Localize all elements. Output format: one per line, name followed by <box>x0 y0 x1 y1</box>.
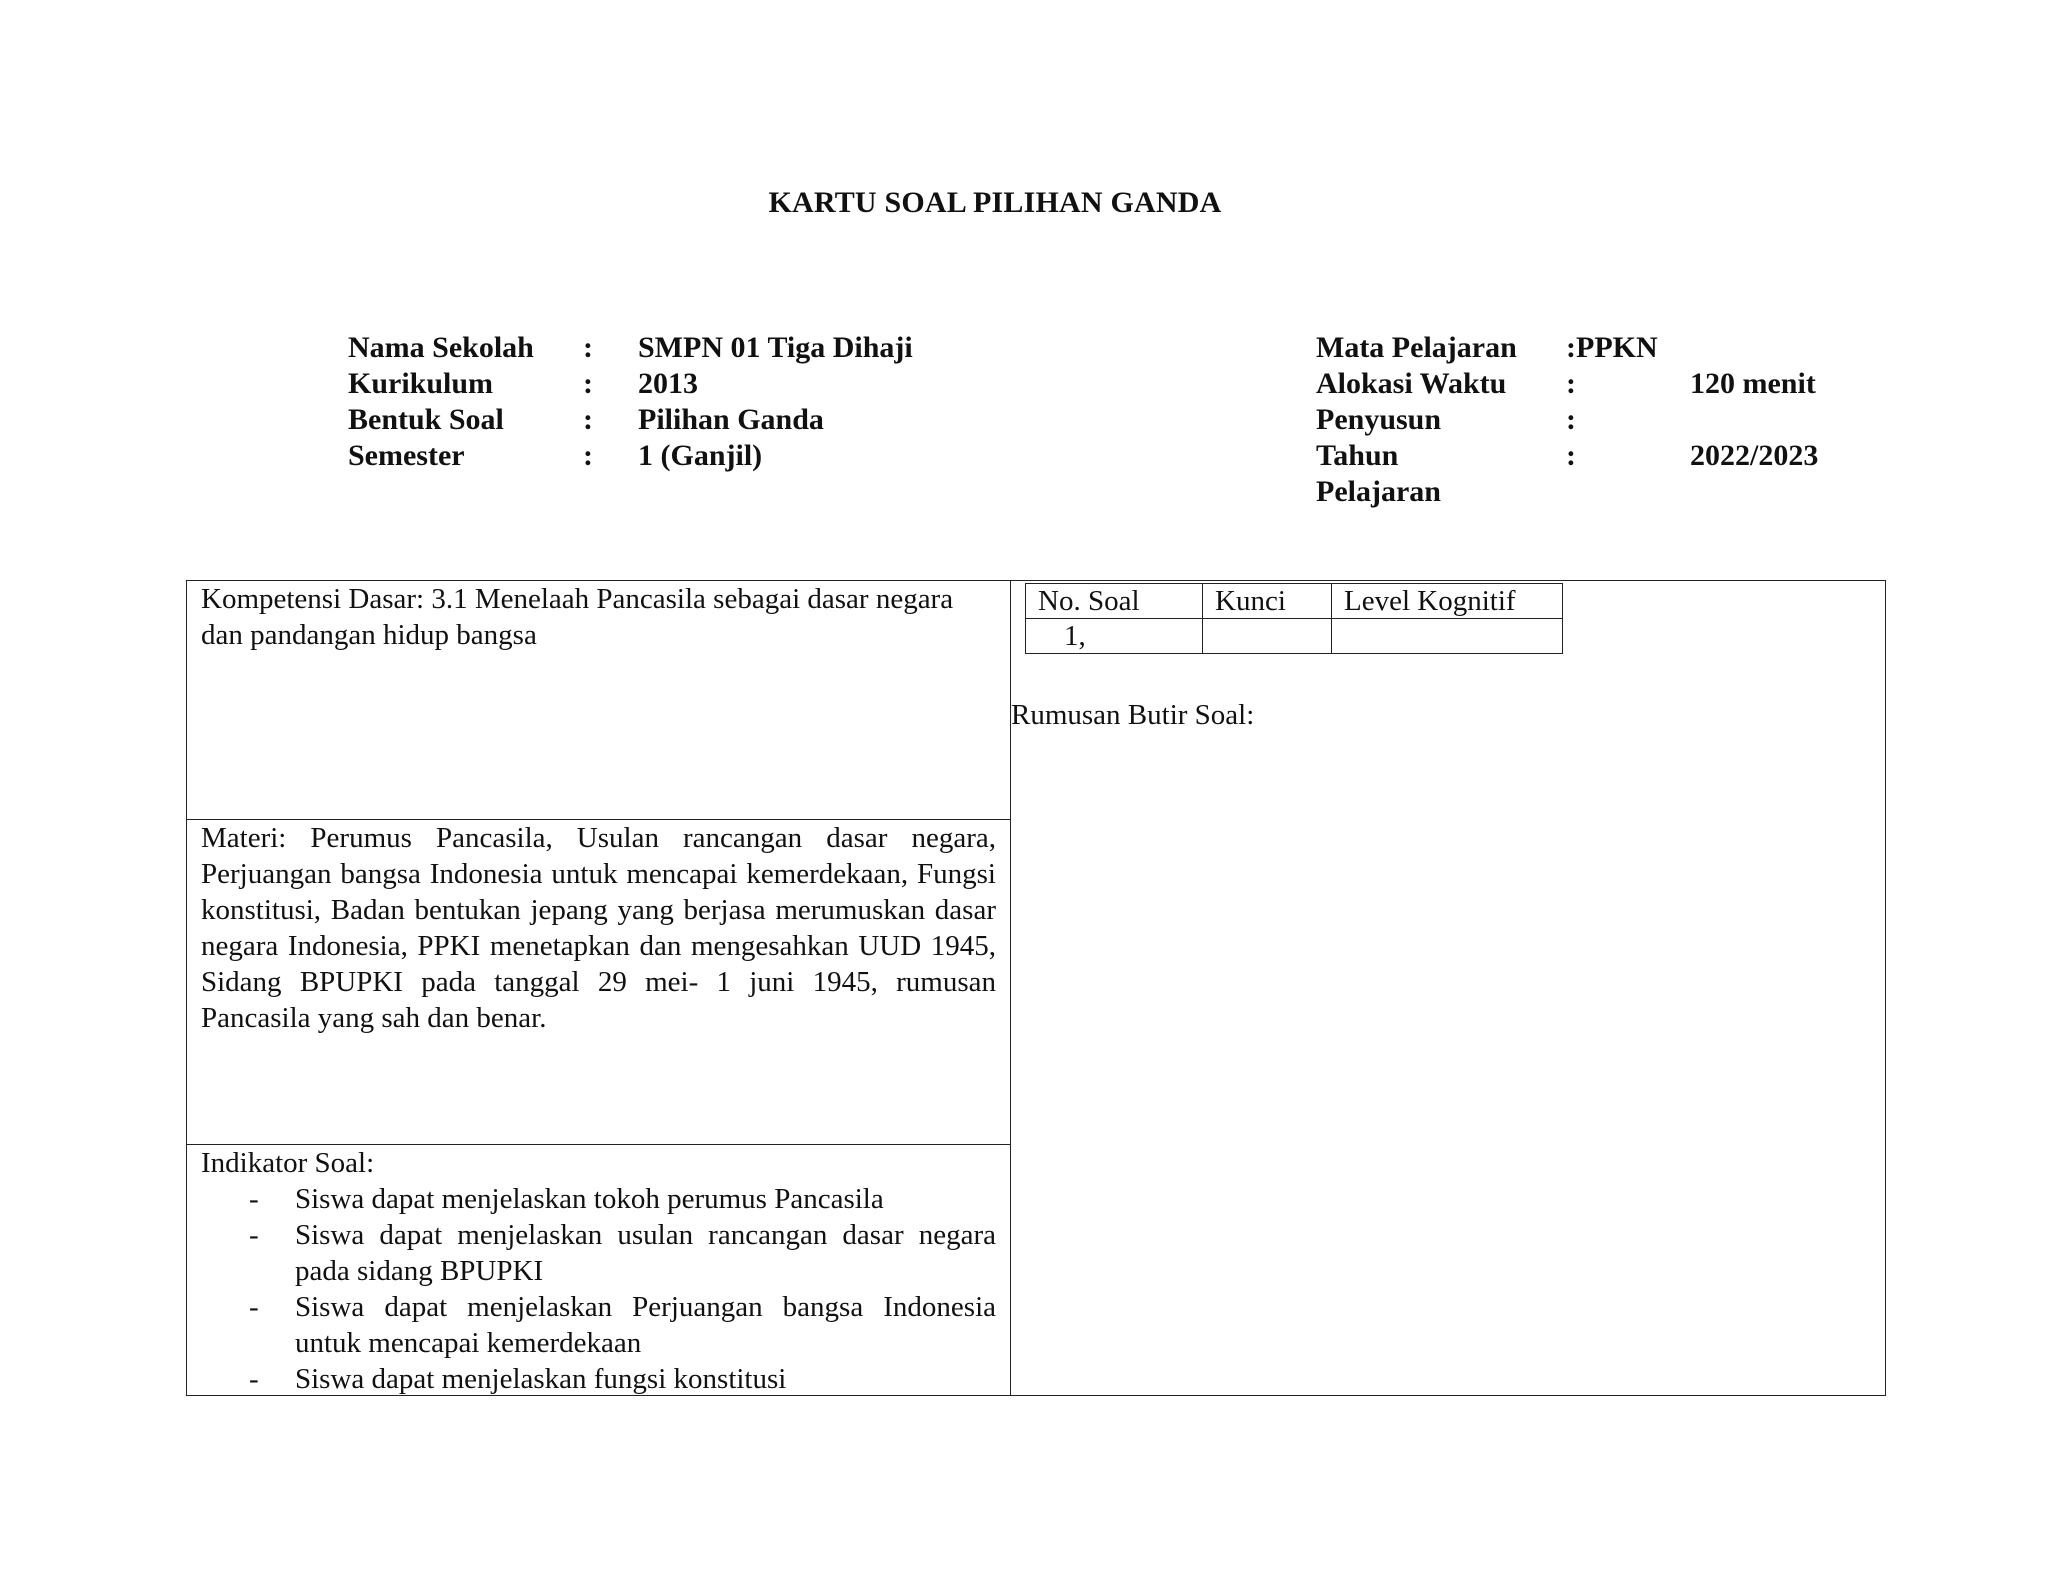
meta-row-penyusun <box>1316 402 1876 438</box>
meta-label: Nama Sekolah <box>348 331 534 364</box>
meta-colon: : <box>1566 403 1576 436</box>
indikator-item-text: Siswa dapat menjelaskan usulan rancangan dasar negara pada sidang BPUPKI <box>295 1219 996 1287</box>
meta-label: Bentuk Soal <box>348 403 504 436</box>
materi-text: Materi: Perumus Pancasila, Usulan rancangan dasar negara, Perjuangan bangsa Indonesia untuk mencapai kemerdekaan, Fungsi konstitusi, Badan bentukan jepang yang berjasa merumuskan dasar negara Indonesia, PPKI menetapkan dan mengesahkan UUD 1945, Sidang BPUPKI pada tanggal 29 mei- 1 juni 1945, rumusan Pancasila yang sah dan benar. <box>201 822 996 1034</box>
cell-kunci <box>1203 619 1332 654</box>
meta-label: Mata Pelajaran <box>1316 331 1517 364</box>
meta-label: Kurikulum <box>348 367 494 400</box>
indikator-list <box>201 1181 996 1397</box>
indikator-item-text: Siswa dapat menjelaskan Perjuangan bangsa Indonesia untuk mencapai kemerdekaan <box>295 1291 996 1359</box>
meta-right <box>1316 330 1876 510</box>
meta-colon: : <box>583 331 593 364</box>
dash-bullet-icon: - <box>249 1363 259 1395</box>
materi-cell <box>187 820 1010 1145</box>
table-header-row <box>1026 584 1563 619</box>
meta-colon: : <box>1566 367 1576 400</box>
kompetensi-dasar-cell <box>187 581 1010 820</box>
meta-row-tahun <box>1316 438 1876 474</box>
meta-label: Semester <box>348 439 465 472</box>
meta-value: SMPN 01 Tiga Dihaji <box>638 331 913 364</box>
meta-label: Alokasi Waktu <box>1316 367 1507 400</box>
header-level-kognitif: Level Kognitif <box>1332 584 1563 619</box>
list-item <box>201 1361 996 1397</box>
question-card-table <box>186 580 1886 1396</box>
indikator-cell <box>187 1145 1010 1397</box>
dash-bullet-icon: - <box>249 1183 259 1215</box>
table-row <box>1026 619 1563 654</box>
header-kunci: Kunci <box>1203 584 1332 619</box>
meta-left <box>348 330 1048 474</box>
meta-row-semester <box>348 438 1048 474</box>
meta-value: 2013 <box>638 367 698 400</box>
meta-value: 120 menit <box>1690 367 1816 400</box>
soal-info-table <box>1025 583 1563 654</box>
document-title: KARTU SOAL PILIHAN GANDA <box>768 186 1222 219</box>
rumusan-butir-soal-label: Rumusan Butir Soal: <box>1011 699 1255 731</box>
meta-colon: : <box>583 367 593 400</box>
indikator-heading: Indikator Soal: <box>201 1147 375 1179</box>
meta-row-kurikulum <box>348 366 1048 402</box>
meta-value: 2022/2023 <box>1690 439 1819 472</box>
indikator-item-text: Siswa dapat menjelaskan tokoh perumus Pancasila <box>295 1183 884 1215</box>
left-column <box>187 581 1011 1395</box>
meta-row-alokasi-waktu <box>1316 366 1876 402</box>
meta-label: Penyusun <box>1316 403 1442 436</box>
meta-colon: :PPKN <box>1566 331 1658 364</box>
meta-value: 1 (Ganjil) <box>638 439 763 472</box>
meta-value: Pilihan Ganda <box>638 403 824 436</box>
cell-level-kognitif <box>1332 619 1563 654</box>
indikator-item-text: Siswa dapat menjelaskan fungsi konstitusi <box>295 1363 787 1395</box>
meta-colon: : <box>583 439 593 472</box>
header-no-soal: No. Soal <box>1026 584 1203 619</box>
list-item <box>201 1217 996 1289</box>
kompetensi-dasar-text: Kompetensi Dasar: 3.1 Menelaah Pancasila sebagai dasar negara dan pandangan hidup bangsa <box>201 583 954 651</box>
dash-bullet-icon: - <box>249 1219 259 1251</box>
meta-label: Tahun <box>1316 439 1399 472</box>
meta-row-pelajaran <box>1316 474 1876 510</box>
meta-colon: : <box>1566 439 1576 472</box>
meta-row-mata-pelajaran <box>1316 330 1876 366</box>
meta-colon: : <box>583 403 593 436</box>
meta-row-bentuk-soal <box>348 402 1048 438</box>
meta-label: Pelajaran <box>1316 475 1441 508</box>
list-item <box>201 1181 996 1217</box>
meta-row-nama-sekolah <box>348 330 1048 366</box>
cell-no-soal: 1, <box>1026 619 1203 654</box>
list-item <box>201 1289 996 1361</box>
dash-bullet-icon: - <box>249 1291 259 1323</box>
